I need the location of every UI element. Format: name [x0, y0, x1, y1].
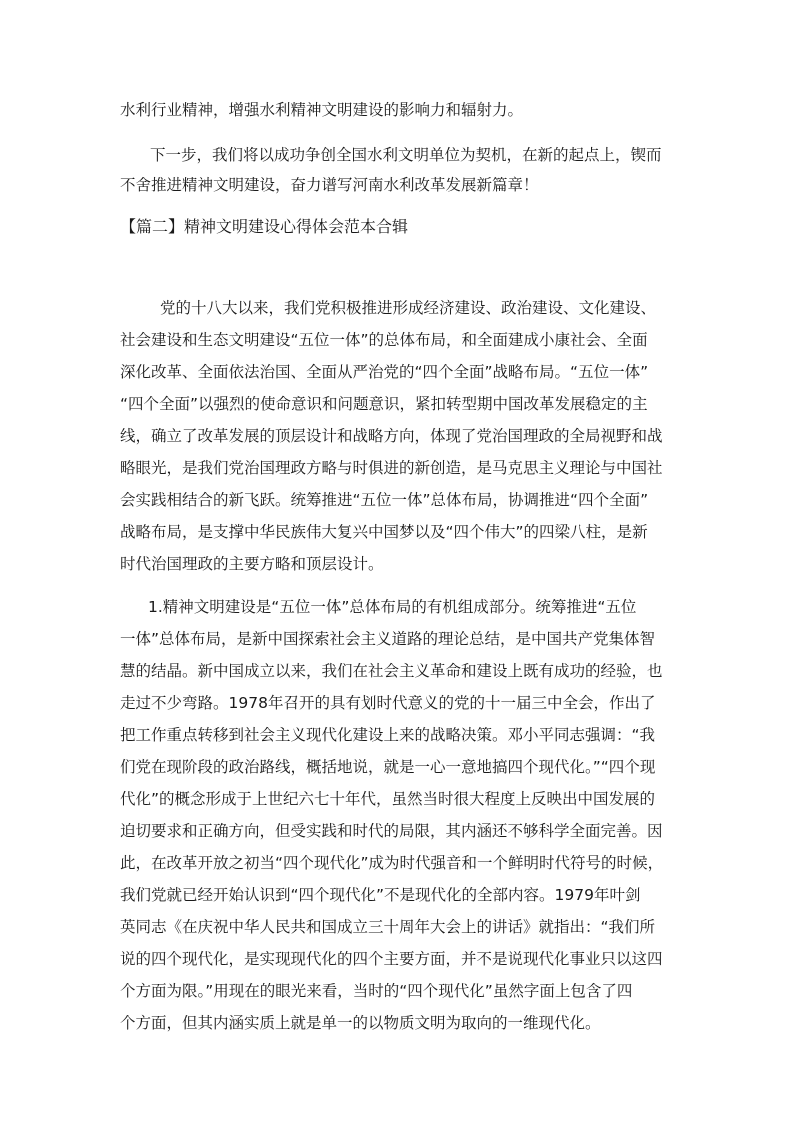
- paragraph1-line-8: 战略布局，是支撑中华民族伟大复兴中国梦以及“四个伟大”的四梁八柱，是新: [120, 523, 648, 541]
- paragraph2-line-14: 个方面，但其内涵实质上就是单一的以物质文明为取向的一维现代化。: [120, 1014, 601, 1032]
- paragraph2-line-11: 英同志《在庆祝中华人民共和国成立三十周年大会上的讲话》就指出：“我们所: [120, 918, 656, 936]
- intro-line-3: 不舍推进精神文明建设，奋力谱写河南水利改革发展新篇章！: [120, 176, 539, 194]
- paragraph2-line-4: 走过不少弯路。1978年召开的具有划时代意义的党的十一届三中全会，作出了: [120, 694, 656, 712]
- paragraph2-line-6: 们党在现阶段的政治路线，概括地说，就是一心一意地搞四个现代化。”“四个现: [120, 758, 656, 776]
- paragraph1-line-5: 线，确立了改革发展的顶层设计和战略方向，体现了党治国理政的全局视野和战: [120, 427, 663, 445]
- paragraph2-line-13: 个方面为限。”用现在的眼光来看，当时的“四个现代化”虽然字面上包含了四: [120, 982, 633, 1000]
- paragraph2-line-3: 慧的结晶。新中国成立以来，我们在社会主义革命和建设上既有成功的经验，也: [120, 662, 663, 680]
- paragraph2-line-2: 一体”总体布局，是新中国探索社会主义道路的理论总结，是中国共产党集体智: [120, 630, 656, 648]
- paragraph2-line-7: 代化”的概念形成于上世纪六七十年代，虽然当时很大程度上反映出中国发展的: [120, 790, 656, 808]
- paragraph1-line-7: 会实践相结合的新飞跃。统筹推进“五位一体”总体布局，协调推进“四个全面”: [120, 491, 649, 509]
- paragraph1-line-4: “四个全面”以强烈的使命意识和问题意识，紧扣转型期中国改革发展稳定的主: [120, 395, 648, 413]
- paragraph2-line-1: 1.精神文明建设是“五位一体”总体布局的有机组成部分。统筹推进“五位: [148, 598, 637, 616]
- intro-line-1: 水利行业精神，增强水利精神文明建设的影响力和辐射力。: [120, 101, 524, 119]
- paragraph1-line-6: 略眼光，是我们党治国理政方略与时俱进的新创造，是马克思主义理论与中国社: [120, 459, 663, 477]
- paragraph2-line-10: 我们党就已经开始认识到“四个现代化”不是现代化的全部内容。1979年叶剑: [120, 886, 641, 904]
- paragraph1-line-2: 社会建设和生态文明建设“五位一体”的总体布局，和全面建成小康社会、全面: [120, 331, 648, 349]
- paragraph1-line-9: 时代治国理政的主要方略和顶层设计。: [120, 555, 384, 573]
- paragraph1-line-1: 党的十八大以来，我们党积极推进形成经济建设、政治建设、文化建设、: [160, 299, 657, 317]
- paragraph2-line-5: 把工作重点转移到社会主义现代化建设上来的战略决策。邓小平同志强调：“我: [120, 726, 656, 744]
- intro-line-2: 下一步，我们将以成功争创全国水利文明单位为契机，在新的起点上，锲而: [150, 146, 662, 164]
- paragraph2-line-12: 说的四个现代化，是实现现代化的四个主要方面，并不是说现代化事业只以这四: [120, 950, 663, 968]
- paragraph2-line-9: 此，在改革开放之初当“四个现代化”成为时代强音和一个鲜明时代符号的时候，: [120, 854, 664, 872]
- paragraph1-line-3: 深化改革、全面依法治国、全面从严治党的“四个全面”战略布局。“五位一体”: [120, 363, 649, 381]
- section-heading: 【篇二】精神文明建设心得体会范本合辑: [120, 217, 409, 236]
- paragraph2-line-8: 迫切要求和正确方向，但受实践和时代的局限，其内涵还不够科学全面完善。因: [120, 822, 663, 840]
